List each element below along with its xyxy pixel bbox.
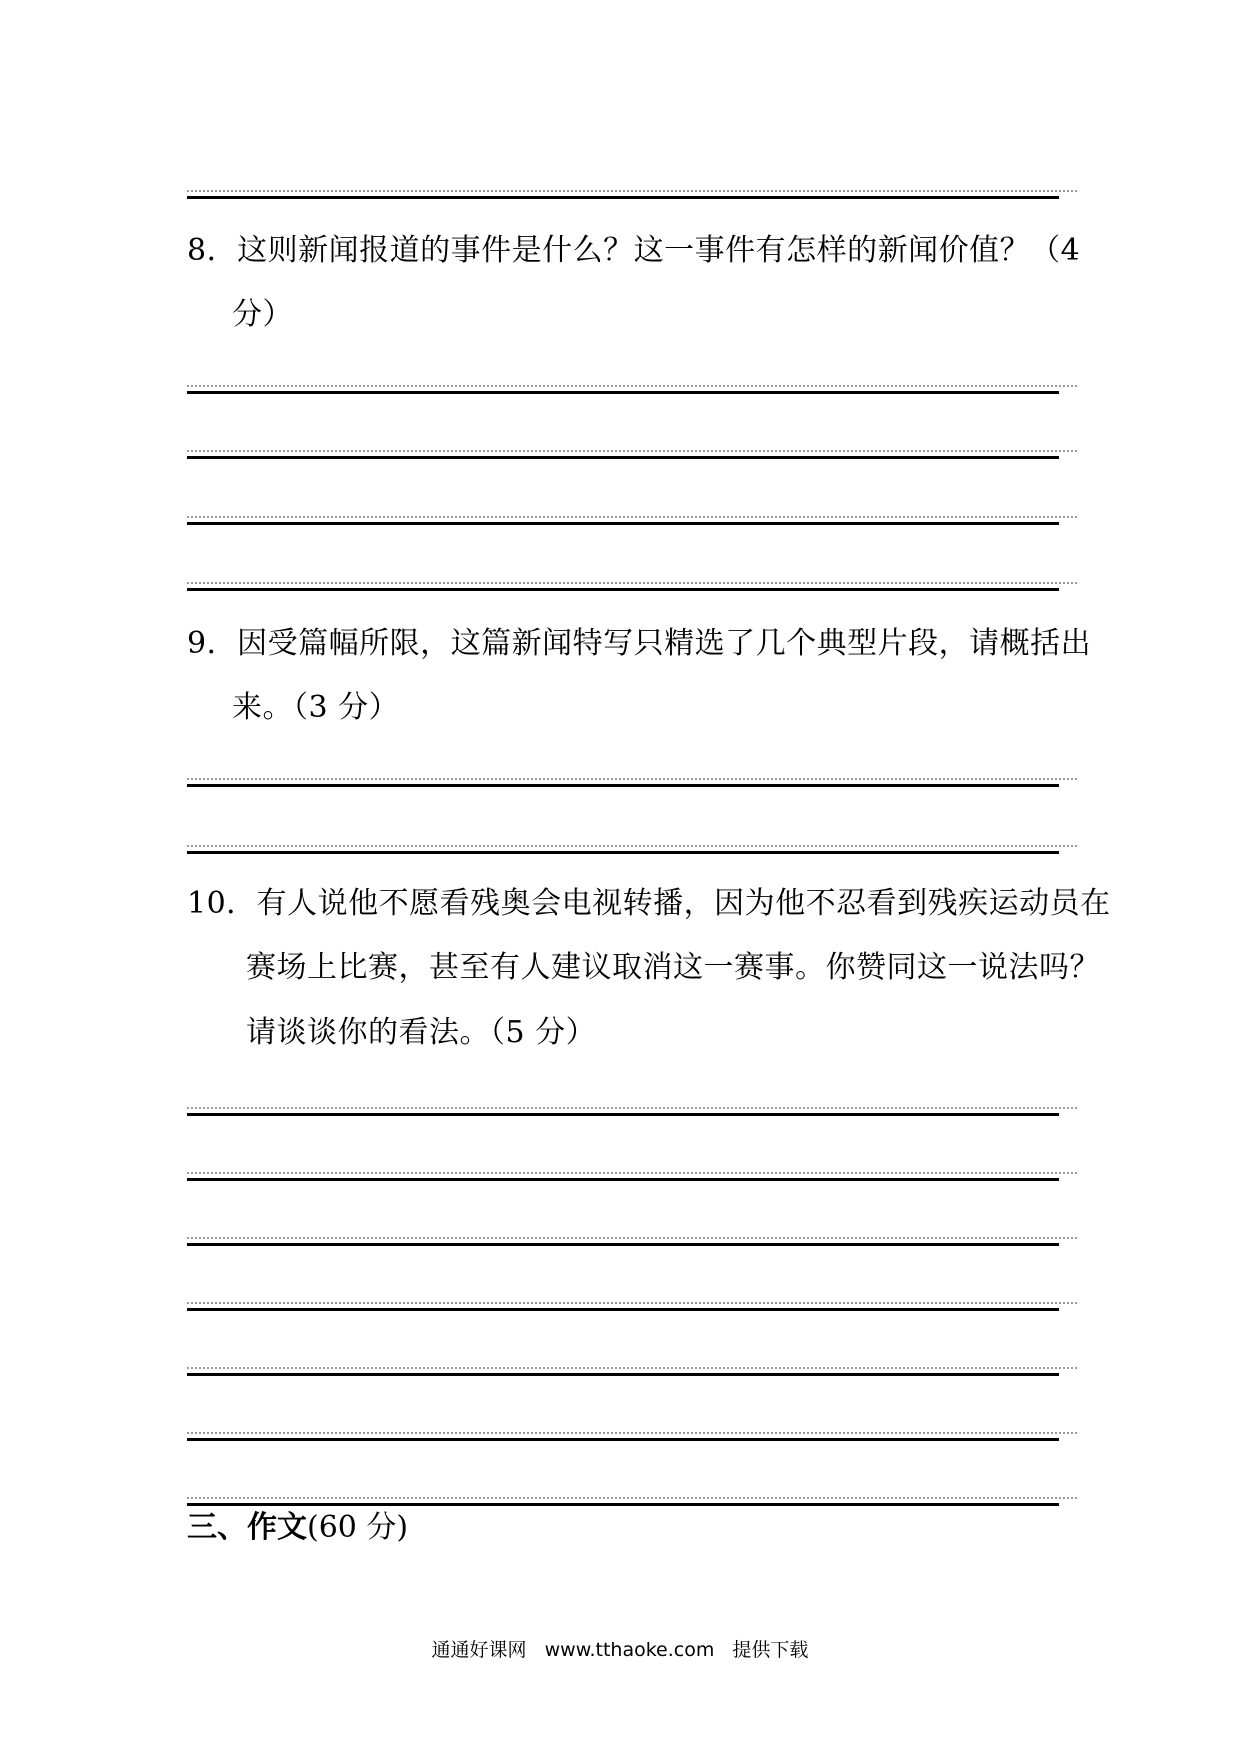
question-10-line-1: 10．有人说他不愿看残奥会电视转播，因为他不忍看到残疾运动员在 (187, 886, 1111, 921)
footer-suffix: 提供下载 (732, 1639, 809, 1661)
section-heading (187, 1510, 408, 1546)
answer-line (187, 784, 1059, 787)
answer-line (187, 1178, 1059, 1181)
answer-line (187, 1438, 1059, 1441)
answer-line (187, 522, 1059, 525)
answer-line (187, 456, 1059, 459)
question-8-line-2: 分） (232, 297, 293, 332)
footer (0, 1638, 1240, 1662)
answer-line (187, 1373, 1059, 1376)
footer-site-name: 通通好课网 (431, 1639, 527, 1661)
question-10-line-3: 请谈谈你的看法。（5 分） (246, 1015, 597, 1050)
answer-line (187, 196, 1059, 199)
question-8-line-1: 8．这则新闻报道的事件是什么？这一事件有怎样的新闻价值？（4 (187, 233, 1081, 268)
footer-url: www.tthaoke.com (544, 1639, 715, 1661)
question-9-line-2: 来。（3 分） (232, 690, 400, 725)
answer-line (187, 1113, 1059, 1116)
answer-line (187, 1243, 1059, 1246)
answer-line (187, 1503, 1059, 1506)
answer-line (187, 851, 1059, 854)
question-9-line-1: 9．因受篇幅所限，这篇新闻特写只精选了几个典型片段，请概括出 (187, 626, 1092, 661)
answer-line (187, 391, 1059, 394)
question-10-line-2: 赛场上比赛，甚至有人建议取消这一赛事。你赞同这一说法吗？ (246, 950, 1100, 985)
section-title: 三、作文 (187, 1510, 307, 1545)
section-score: (60 分) (307, 1510, 409, 1545)
answer-line (187, 1308, 1059, 1311)
answer-line (187, 588, 1059, 591)
